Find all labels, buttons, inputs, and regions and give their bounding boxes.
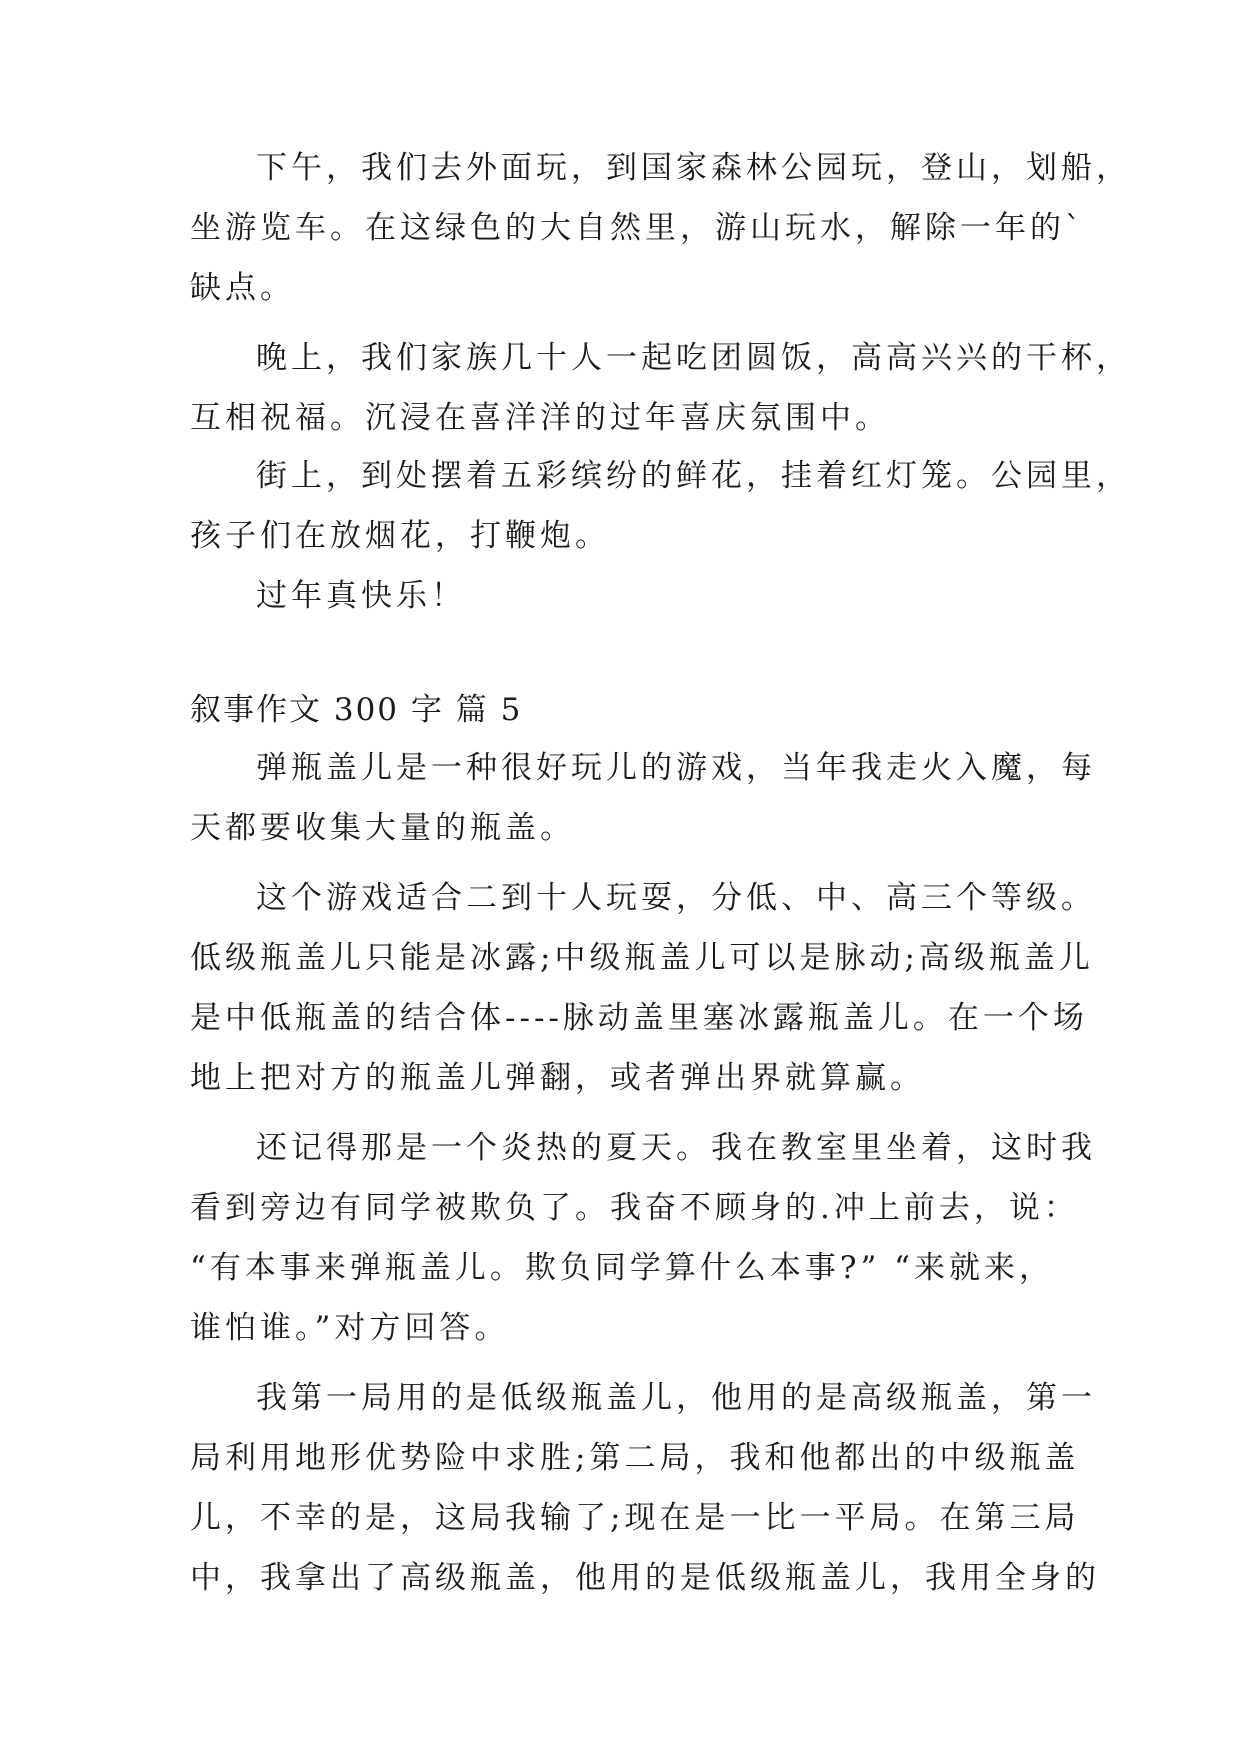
paragraph-line: 地上把对方的瓶盖儿弹翻，或者弹出界就算赢。: [190, 1060, 925, 1096]
paragraph-line: 局利用地形优势险中求胜;第二局，我和他都出的中级瓶盖: [190, 1440, 1080, 1476]
paragraph-line: 坐游览车。在这绿色的大自然里，游山玩水，解除一年的`: [190, 210, 1085, 246]
paragraph-line: 看到旁边有同学被欺负了。我奋不顾身的.冲上前去，说：: [190, 1190, 1079, 1226]
paragraph-line: 这个游戏适合二到十人玩耍，分低、中、高三个等级。: [256, 880, 1096, 916]
paragraph-line: 缺点。: [190, 270, 295, 306]
paragraph-line: 过年真快乐！: [256, 578, 466, 614]
paragraph-line: 是中低瓶盖的结合体----脉动盖里塞冰露瓶盖儿。在一个场: [190, 1000, 1088, 1036]
paragraph-line: “有本事来弹瓶盖儿。欺负同学算什么本事?” “来就来，: [190, 1250, 1055, 1286]
paragraph-line: 低级瓶盖儿只能是冰露;中级瓶盖儿可以是脉动;高级瓶盖儿: [190, 940, 1094, 976]
paragraph-line: 我第一局用的是低级瓶盖儿，他用的是高级瓶盖，第一: [256, 1380, 1096, 1416]
paragraph-line: 弹瓶盖儿是一种很好玩儿的游戏，当年我走火入魔，每: [256, 750, 1096, 786]
paragraph-line: 下午，我们去外面玩，到国家森林公园玩，登山，划船，: [256, 150, 1131, 186]
paragraph-line: 中，我拿出了高级瓶盖，他用的是低级瓶盖儿，我用全身的: [190, 1560, 1100, 1596]
paragraph-line: 天都要收集大量的瓶盖。: [190, 810, 575, 846]
paragraph-line: 谁怕谁。”对方回答。: [190, 1310, 510, 1346]
section-heading: 叙事作文 300 字 篇 5: [190, 692, 523, 728]
paragraph-line: 孩子们在放烟花，打鞭炮。: [190, 518, 610, 554]
paragraph-line: 儿，不幸的是，这局我输了;现在是一比一平局。在第三局: [190, 1500, 1080, 1536]
paragraph-line: 晚上，我们家族几十人一起吃团圆饭，高高兴兴的干杯，: [256, 340, 1131, 376]
paragraph-line: 街上，到处摆着五彩缤纷的鲜花，挂着红灯笼。公园里，: [256, 458, 1131, 494]
paragraph-line: 还记得那是一个炎热的夏天。我在教室里坐着，这时我: [256, 1130, 1096, 1166]
paragraph-line: 互相祝福。沉浸在喜洋洋的过年喜庆氛围中。: [190, 400, 890, 436]
